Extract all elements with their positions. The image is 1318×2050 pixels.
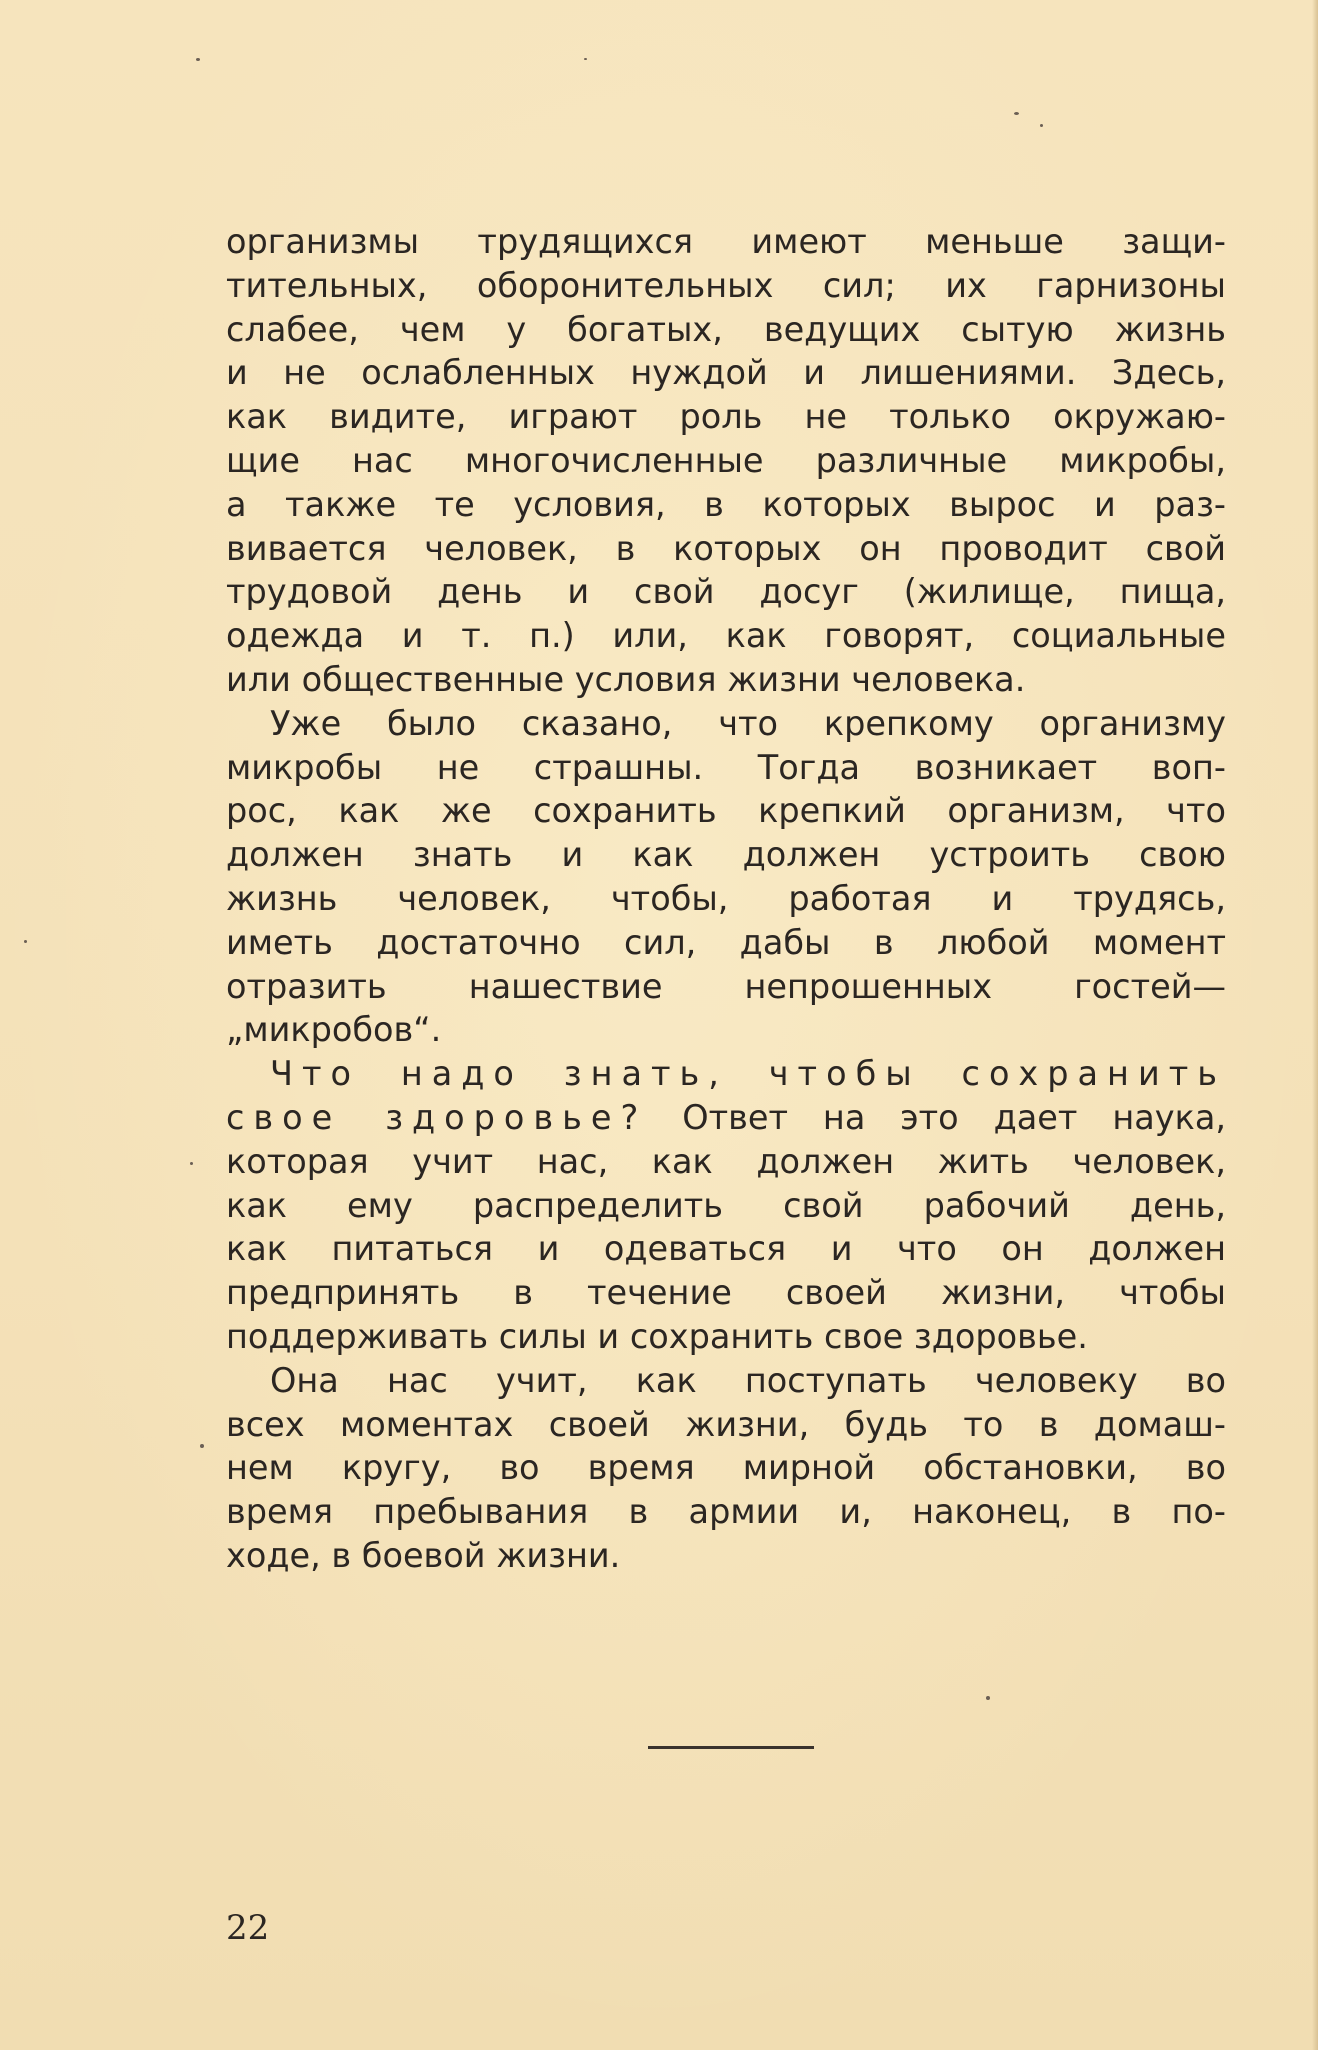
text-line: поддерживать силы и сохранить свое здоровье. — [226, 1316, 1088, 1356]
text-line: как питаться и одеваться и что он должен — [226, 1229, 1226, 1269]
text-line: всех моментах своей жизни, будь то в домаш- — [226, 1404, 1226, 1444]
text-line: вивается человек, в которых он проводит свой — [226, 528, 1226, 568]
paper-speck — [196, 58, 200, 61]
body-text — [226, 220, 1226, 1578]
page-edge-shadow — [1312, 0, 1318, 2050]
paper-speck — [190, 1162, 193, 1165]
paper-speck — [1014, 112, 1019, 115]
text-line: трудовой день и свой досуг (жилище, пища, — [226, 572, 1226, 612]
text-line: время пребывания в армии и, наконец, в по- — [226, 1492, 1226, 1532]
text-line: иметь достаточно сил, дабы в любой момент — [226, 922, 1226, 962]
text-line: щие нас многочисленные различные микробы, — [226, 440, 1226, 480]
section-divider — [648, 1746, 814, 1749]
page-number: 22 — [226, 1908, 270, 1948]
paper-speck — [986, 1696, 990, 1700]
text-line: рос, как же сохранить крепкий организм, что — [226, 791, 1226, 831]
text-line: Что надо знать, чтобы сохранить — [270, 1054, 1226, 1094]
text-line: Она нас учит, как поступать человеку во — [270, 1360, 1226, 1400]
text-line: свое здоровье? Ответ на это дает наука, — [226, 1097, 1226, 1137]
text-line: „микробов“. — [226, 1010, 442, 1050]
text-line: как ему распределить свой рабочий день, — [226, 1185, 1226, 1225]
text-line: Уже было сказано, что крепкому организму — [270, 703, 1226, 743]
text-line: нем кругу, во время мирной обстановки, во — [226, 1448, 1226, 1488]
text-line: организмы трудящихся имеют меньше защи- — [226, 222, 1226, 261]
text-line: ходе, в боевой жизни. — [226, 1535, 621, 1575]
text-line: одежда и т. п.) или, как говорят, социальные — [226, 616, 1226, 656]
emphasized-text: свое здоровье? — [226, 1097, 648, 1137]
text-line: микробы не страшны. Тогда возникает воп- — [226, 747, 1226, 787]
text-line: жизнь человек, чтобы, работая и трудясь, — [226, 878, 1226, 918]
text-line: должен знать и как должен устроить свою — [226, 835, 1226, 875]
paper-speck — [200, 1444, 204, 1448]
paper-speck — [24, 940, 27, 943]
text-line: отразить нашествие непрошенных гостей— — [226, 966, 1226, 1006]
paper-speck — [1040, 124, 1043, 127]
text-line: или общественные условия жизни человека. — [226, 659, 1026, 699]
text-line: слабее, чем у богатых, ведущих сытую жизнь — [226, 309, 1226, 349]
text-line: предпринять в течение своей жизни, чтобы — [226, 1273, 1226, 1313]
paper-speck — [584, 58, 587, 60]
text-line: и не ослабленных нуждой и лишениями. Здесь, — [226, 353, 1226, 393]
text-line: как видите, играют роль не только окружаю- — [226, 397, 1226, 437]
text-line: а также те условия, в которых вырос и раз- — [226, 484, 1226, 524]
text-line: тительных, оборонительных сил; их гарнизоны — [226, 265, 1226, 305]
text-line: которая учит нас, как должен жить человек, — [226, 1141, 1226, 1181]
